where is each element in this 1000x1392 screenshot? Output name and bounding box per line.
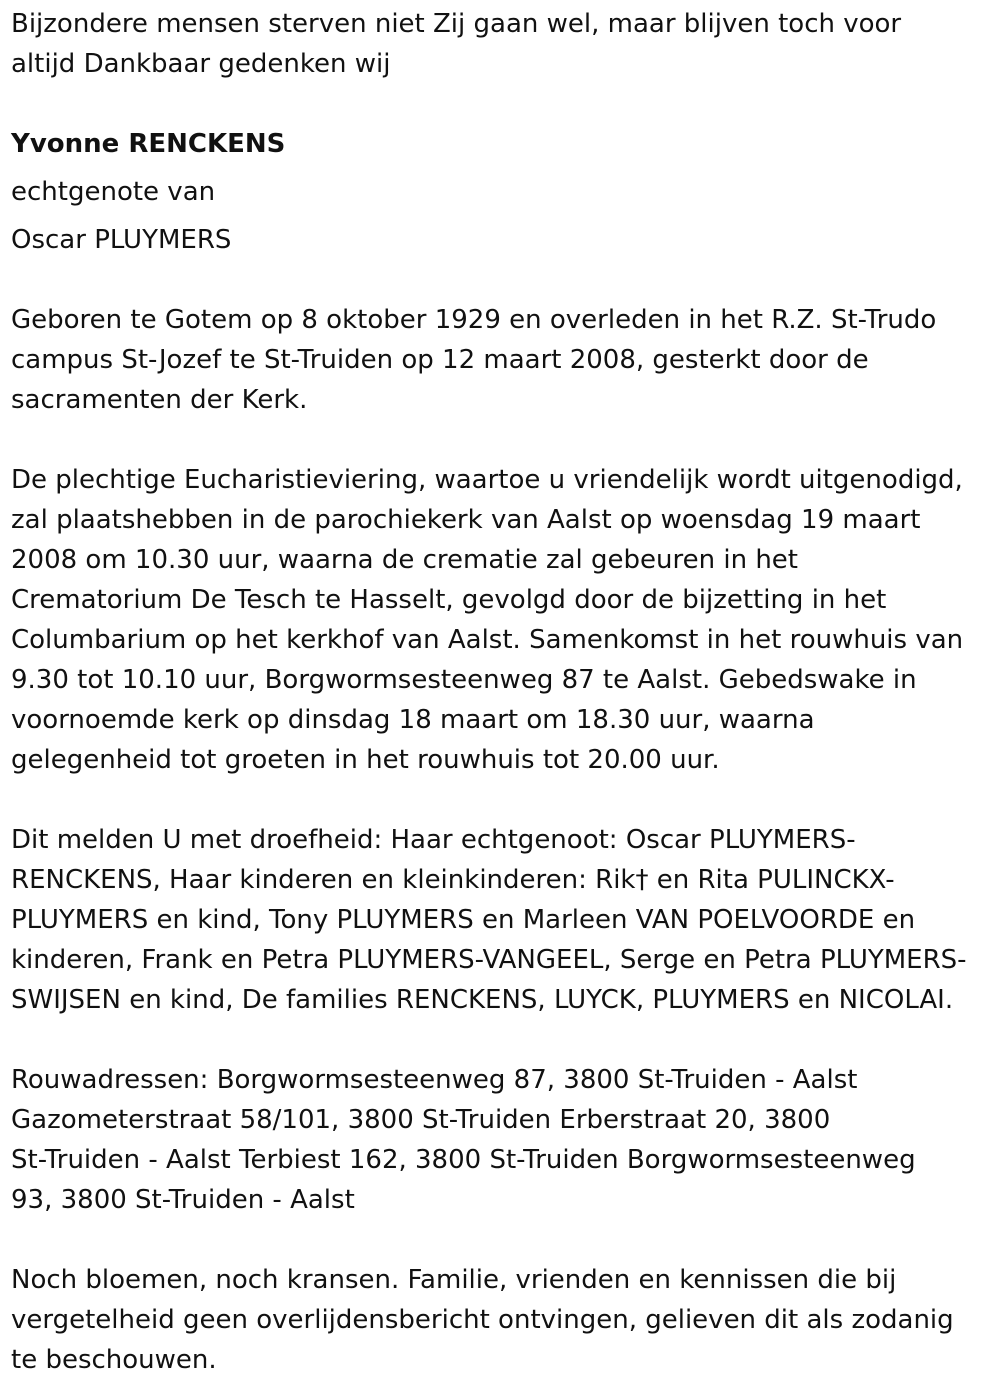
spacer <box>11 780 990 820</box>
deceased-name: Yvonne RENCKENS <box>11 129 286 159</box>
spacer <box>11 84 990 124</box>
spacer <box>11 260 990 300</box>
addresses-paragraph: Rouwadressen: Borgwormsesteenweg 87, 3800 St-Truiden - Aalst Gazometerstraat 58/101, 3800 St-Truiden Erberstraat 20, 3800 St-Truiden - Aalst Terbiest 162, 3800 St-Truiden Borgwormsesteenweg 93, 3800 St-Truiden - Aalst <box>11 1065 916 1215</box>
spacer <box>11 420 990 460</box>
family-paragraph: Dit melden U met droefheid: Haar echtgenoot: Oscar PLUYMERS- RENCKENS, Haar kinderen en kleinkinderen: Rik† en Rita PULINCKX- PLUYMERS en kind, Tony PLUYMERS en Marleen VAN POELVOORDE en kinderen, Frank en Petra PLUYMERS-VANGEEL, Serge en Petra PLUYMERS- SWIJSEN en kind, De families RENCKENS, LUYCK, PLUYMERS en NICOLAI. <box>11 825 967 1015</box>
spacer <box>11 1220 990 1260</box>
intro-text: Bijzondere mensen sterven niet Zij gaan wel, maar blijven toch voor altijd Dankbaar gedenken wij <box>11 9 902 79</box>
birth-death-paragraph: Geboren te Gotem op 8 oktober 1929 en overleden in het R.Z. St-Trudo campus St-Jozef te St-Truiden op 12 maart 2008, gesterkt door de sacramenten der Kerk. <box>11 305 937 415</box>
spacer <box>11 1020 990 1060</box>
ceremony-paragraph: De plechtige Eucharistieviering, waartoe u vriendelijk wordt uitgenodigd, zal plaatshebben in de parochiekerk van Aalst op woensdag 19 maart 2008 om 10.30 uur, waarna de crematie zal gebeuren in het Crematorium De Tesch te Hasselt, gevolgd door de bijzetting in het Columbarium op het kerkhof van Aalst. Samenkomst in het rouwhuis van 9.30 tot 10.10 uur, Borgwormsesteenweg 87 te Aalst. Gebedswake in voornoemde kerk op dinsdag 18 maart om 18.30 uur, waarna gelegenheid tot groeten in het rouwhuis tot 20.00 uur. <box>11 465 964 775</box>
spouse-name: Oscar PLUYMERS <box>11 225 232 255</box>
closing-paragraph: Noch bloemen, noch kransen. Familie, vrienden en kennissen die bij vergetelheid geen overlijdensbericht ontvingen, gelieven dit als zodanig te beschouwen. <box>11 1265 954 1375</box>
relation-text: echtgenote van <box>11 177 216 207</box>
